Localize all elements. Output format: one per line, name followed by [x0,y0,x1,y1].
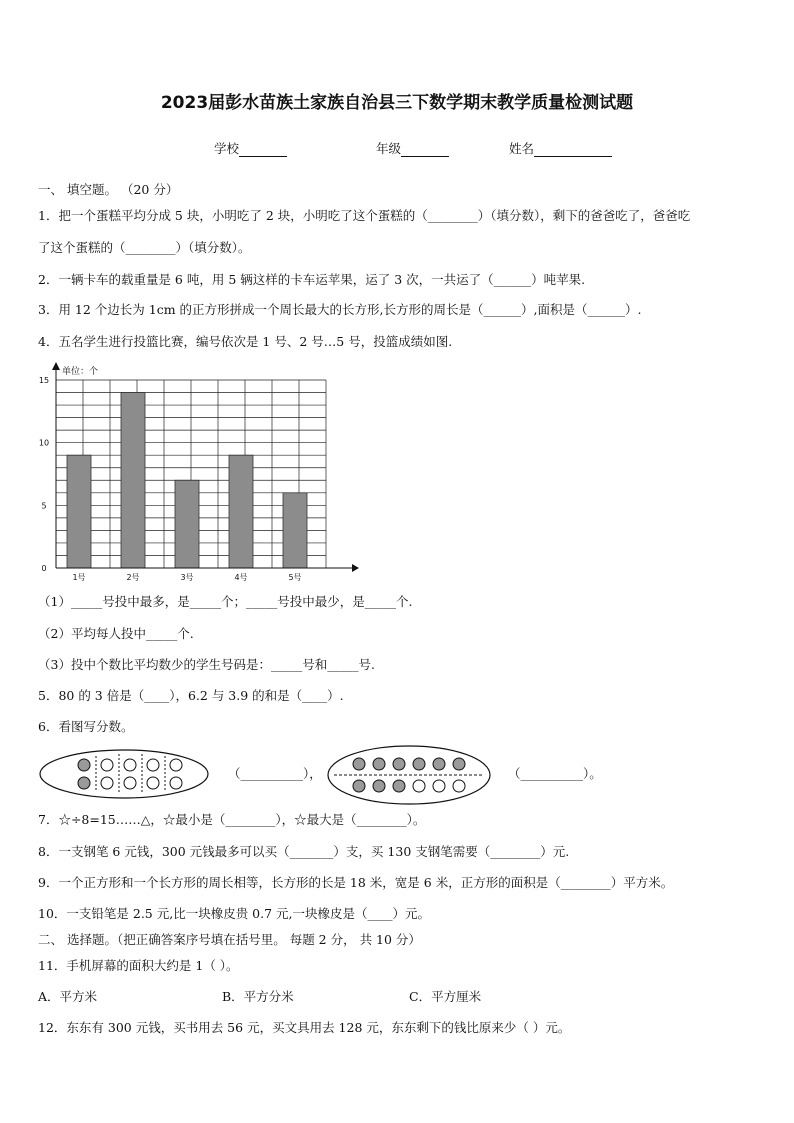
school-label: 学校 [214,141,240,156]
bar-2 [121,393,145,568]
empty-circle [147,777,159,789]
empty-circle [124,777,136,789]
name-field [509,141,612,157]
empty-circle [101,759,113,771]
question-6-blank1[interactable]: （__________）， [228,766,322,781]
shaded-circle [78,777,90,789]
shaded-circle [353,780,365,792]
question-2: 2．一辆卡车的载重量是 6 吨，用 5 辆这样的卡车运苹果，运了 3 次，一共运了（______）吨苹果. [38,272,586,287]
chart-unit-label: 单位：个 [62,367,99,377]
grade-blank[interactable] [401,144,449,157]
empty-circle [453,780,465,792]
y-tick-label: 10 [38,438,50,448]
question-11-option-a[interactable]: A．平方米 [38,989,98,1004]
shaded-circle [453,758,465,770]
grade-label: 年级 [376,141,402,156]
y-tick-label: 5 [41,501,47,511]
y-tick-label: 0 [41,564,47,573]
question-3: 3．用 12 个边长为 1cm 的正方形拼成一个周长最大的长方形,长方形的周长是（______）,面积是（______）. [38,302,642,317]
x-tick-label: 1号 [72,573,86,582]
bar-1 [67,455,91,568]
x-tick-label: 2号 [126,573,140,582]
y-axis-arrow-icon [52,362,60,370]
section2-title: 二、 选择题。（把正确答案序号填在括号里。 每题 2 分， 共 10 分） [38,932,421,947]
question-4: 4．五名学生进行投篮比赛，编号依次是 1 号、2 号…5 号，投篮成绩如图. [38,334,453,349]
question-6-blank2[interactable]: （__________）。 [508,766,602,781]
shaded-circle [373,758,385,770]
basketball-bar-chart [36,362,360,587]
question-1-line2: 了这个蛋糕的（________）（填分数）。 [38,240,251,255]
shaded-circle [433,758,445,770]
bar-4 [229,455,253,568]
empty-circle [433,780,445,792]
school-blank[interactable] [239,144,287,157]
empty-circle [170,777,182,789]
question-5: 5．80 的 3 倍是（____），6.2 与 3.9 的和是（____）. [38,688,344,703]
shaded-circle [413,758,425,770]
question-11-option-c[interactable]: C．平方厘米 [409,989,482,1004]
shaded-circle [393,758,405,770]
question-6: 6．看图写分数。 [38,719,134,734]
question-4-sub1: （1）_____号投中最多，是_____个；_____号投中最少，是_____个. [38,594,413,609]
x-tick-label: 3号 [180,573,194,582]
bar-3 [175,480,199,568]
name-blank[interactable] [534,144,612,157]
grade-field [376,141,449,157]
chart-axes [52,362,359,572]
empty-circle [147,759,159,771]
x-tick-label: 5号 [288,573,302,582]
section1-title: 一、 填空题。 （20 分） [38,182,179,197]
question-9: 9．一个正方形和一个长方形的周长相等，长方形的长是 18 米，宽是 6 米，正方形的面积是（________）平方米。 [38,875,674,890]
shaded-circle [393,780,405,792]
question-12: 12．东东有 300 元钱，买书用去 56 元，买文具用去 128 元，东东剩下的钱比原来少（ ）元。 [38,1020,571,1035]
name-label: 姓名 [509,141,535,156]
page-title: 2023届彭水苗族土家族自治县三下数学期末教学质量检测试题 [160,93,634,113]
fraction-figure-2 [326,744,492,806]
empty-circle [170,759,182,771]
bar-5 [283,493,307,568]
question-11: 11．手机屏幕的面积大约是 1（ ）。 [38,958,239,973]
shaded-circle [353,758,365,770]
question-4-sub2: （2）平均每人投中_____个. [38,626,194,641]
empty-circle [413,780,425,792]
question-11-option-b[interactable]: B．平方分米 [222,989,294,1004]
shaded-circle [373,780,385,792]
question-7: 7．☆÷8=15……△，☆最小是（________），☆最大是（________）。 [38,812,426,827]
question-10: 10．一支铅笔是 2.5 元,比一块橡皮贵 0.7 元,一块橡皮是（____）元。 [38,906,431,921]
x-tick-label: 4号 [234,573,248,582]
question-8: 8．一支钢笔 6 元钱，300 元钱最多可以买（_______）支，买 130 支钢笔需要（________）元. [38,844,570,859]
fraction-figure-1 [38,748,210,800]
x-axis-arrow-icon [352,564,359,572]
shaded-circle [78,759,90,771]
empty-circle [101,777,113,789]
question-4-sub3: （3）投中个数比平均数少的学生号码是：_____号和_____号. [38,657,375,672]
question-1-line1: 1．把一个蛋糕平均分成 5 块，小明吃了 2 块，小明吃了这个蛋糕的（________）（填分数），剩下的爸爸吃了，爸爸吃 [38,208,691,223]
empty-circle [124,759,136,771]
y-tick-label: 15 [38,376,50,385]
school-field [214,141,287,157]
